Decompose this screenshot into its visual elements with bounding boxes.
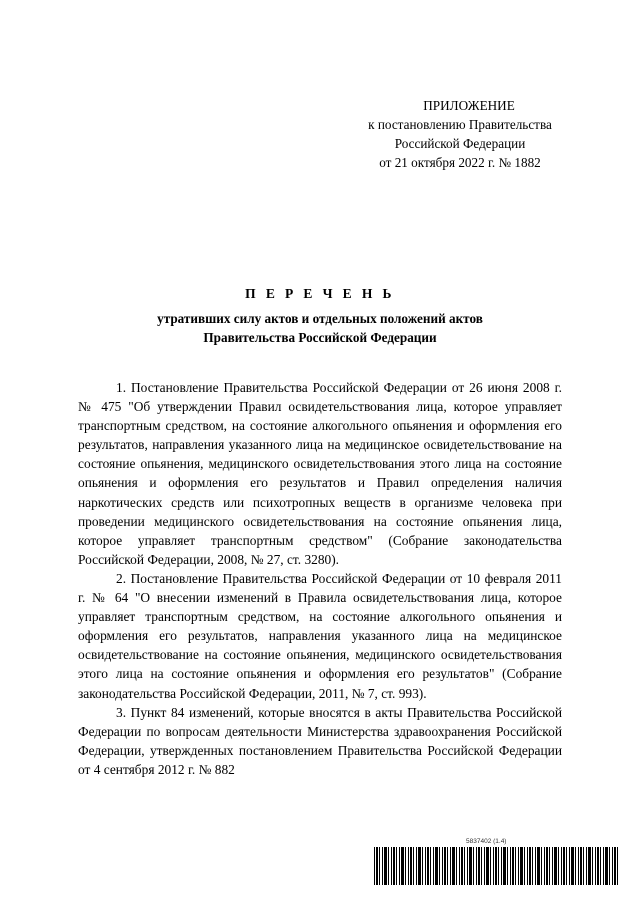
annex-country: Российской Федерации xyxy=(394,136,526,151)
annex-decree-ref: к постановлению Правительства xyxy=(368,117,552,132)
subtitle-line-2: Правительства Российской Федерации xyxy=(203,330,437,345)
annex-date-number: от 21 октября 2022 г. № 1882 xyxy=(379,155,541,170)
document-subtitle xyxy=(0,309,640,347)
annex-block xyxy=(330,96,590,172)
barcode-number: 5837402 (1.4) xyxy=(466,838,507,845)
document-heading: П Е Р Е Ч Е Н Ь xyxy=(245,286,395,301)
document-body xyxy=(78,378,562,779)
annex-label: ПРИЛОЖЕНИЕ xyxy=(423,98,515,113)
list-item-1: 1. Постановление Правительства Российской Федерации от 26 июня 2008 г. № 475 "Об утверждении Правил освидетельствования лица, которое управляет транспортным средством, на состояние алкогольного опьянения и оформления его результатов, направления указанного лица на медицинское освидетельствование на состояние опьянения, медицинского освидетельствования этого лица на состояние опьянения и оформления его результатов и Правил определения наличия наркотических средств или психотропных веществ в организме человека при проведении медицинского освидетельствования на состояние опьянения лица, которое управляет транспортным средством" (Собрание законодательства Российской Федерации, 2008, № 27, ст. 3280). xyxy=(78,380,562,567)
list-item-2: 2. Постановление Правительства Российской Федерации от 10 февраля 2011 г. № 64 "О внесении изменений в Правила освидетельствования лица, которое управляет транспортным средством, на состояние алкогольного опьянения и оформления его результатов, направления указанного лица на медицинское освидетельствование на состояние опьянения, медицинского освидетельствования этого лица на состояние опьянения и оформления его результатов" (Собрание законодательства Российской Федерации, 2011, № 7, ст. 993). xyxy=(78,570,562,701)
subtitle-line-1: утративших силу актов и отдельных положений актов xyxy=(157,311,483,326)
list-item-3: 3. Пункт 84 изменений, которые вносятся в акты Правительства Российской Федерации по вопросам деятельности Министерства здравоохранения Российской Федерации, утвержденных постановлением Правительства Российской Федерации от 4 сентября 2012 г. № 882 xyxy=(78,704,562,777)
barcode-icon xyxy=(374,847,619,885)
